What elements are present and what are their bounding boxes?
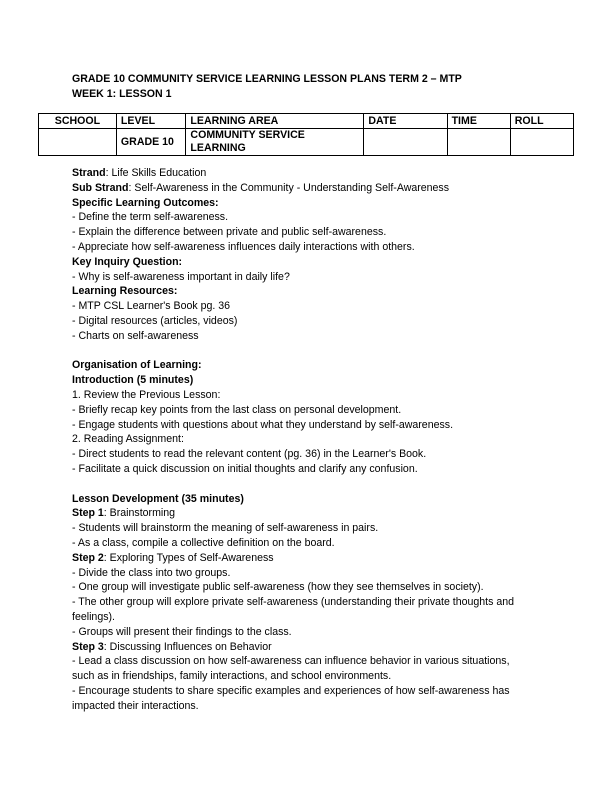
- list-item: 1. Review the Previous Lesson:: [72, 388, 221, 401]
- sub-strand-label: Sub Strand: [72, 181, 129, 194]
- table-cell: [364, 129, 447, 156]
- list-item: - Lead a class discussion on how self-awareness can influence behavior in various situations,: [72, 655, 510, 668]
- outcomes-heading: Specific Learning Outcomes:: [72, 196, 219, 209]
- inquiry-heading: Key Inquiry Question:: [72, 255, 183, 268]
- table-row: [39, 129, 574, 156]
- list-item: - Students will brainstorm the meaning of self-awareness in pairs.: [72, 522, 379, 535]
- spacer: [72, 344, 552, 359]
- table-header-cell: LEARNING AREA: [186, 114, 364, 129]
- list-item: - MTP CSL Learner's Book pg. 36: [72, 300, 231, 313]
- step-3-label: Step 3: [72, 640, 104, 653]
- list-item: - One group will investigate public self-awareness (how they see themselves in society).: [72, 581, 484, 594]
- list-item: impacted their interactions.: [72, 699, 199, 712]
- list-item: - Define the term self-awareness.: [72, 211, 229, 224]
- lesson-body: [72, 166, 552, 713]
- strand-label: Strand: [72, 167, 106, 179]
- step-3-title: : Discussing Influences on Behavior: [103, 640, 272, 653]
- list-item: - Engage students with questions about what they understand by self-awareness.: [72, 418, 454, 431]
- strand-line: [72, 166, 552, 181]
- table-header-row: [39, 114, 574, 129]
- table-cell: [510, 129, 573, 156]
- step-3-line: [72, 640, 552, 655]
- list-item: feelings).: [72, 610, 115, 623]
- table-header-cell: TIME: [447, 114, 510, 129]
- organisation-heading: Organisation of Learning:: [72, 359, 202, 372]
- table-header-cell: SCHOOL: [39, 114, 117, 129]
- list-item: - Explain the difference between private and public self-awareness.: [72, 226, 387, 239]
- strand-value: : Life Skills Education: [105, 167, 207, 179]
- list-item: - Encourage students to share specific examples and experiences of how self-awareness has: [72, 684, 510, 697]
- table-cell: COMMUNITY SERVICE LEARNING: [186, 129, 364, 156]
- table-header-cell: LEVEL: [116, 114, 186, 129]
- step-2-line: [72, 551, 552, 566]
- lesson-info-table: [38, 113, 574, 156]
- list-item: - Appreciate how self-awareness influences daily interactions with others.: [72, 240, 415, 253]
- list-item: - Digital resources (articles, videos): [72, 314, 238, 327]
- list-item: - Briefly recap key points from the last class on personal development.: [72, 403, 402, 416]
- list-item: such as in friendships, family interactions, and school environments.: [72, 670, 392, 683]
- list-item: 2. Reading Assignment:: [72, 433, 184, 446]
- title-line-1: GRADE 10 COMMUNITY SERVICE LEARNING LESSON PLANS TERM 2 – MTP: [72, 73, 462, 85]
- sub-strand-line: [72, 181, 552, 196]
- step-2-label: Step 2: [72, 551, 104, 564]
- list-item: - Groups will present their findings to the class.: [72, 625, 292, 638]
- list-item: - Divide the class into two groups.: [72, 566, 231, 579]
- table-cell: [447, 129, 510, 156]
- spacer: [72, 477, 552, 492]
- list-item: - Direct students to read the relevant content (pg. 36) in the Learner's Book.: [72, 448, 427, 461]
- table-cell: GRADE 10: [116, 129, 186, 156]
- list-item: - Charts on self-awareness: [72, 329, 199, 342]
- document-title: [72, 72, 462, 102]
- development-heading: Lesson Development (35 minutes): [72, 492, 244, 505]
- list-item: - Facilitate a quick discussion on initial thoughts and clarify any confusion.: [72, 462, 418, 475]
- resources-heading: Learning Resources:: [72, 285, 178, 298]
- list-item: - Why is self-awareness important in daily life?: [72, 270, 290, 283]
- step-1-title: : Brainstorming: [103, 507, 176, 520]
- table-header-cell: DATE: [364, 114, 447, 129]
- table-cell: [39, 129, 117, 156]
- step-2-title: : Exploring Types of Self-Awareness: [103, 551, 274, 564]
- table-header-cell: ROLL: [510, 114, 573, 129]
- title-line-2: WEEK 1: LESSON 1: [72, 88, 172, 100]
- introduction-heading: Introduction (5 minutes): [72, 374, 194, 387]
- list-item: - The other group will explore private self-awareness (understanding their private thoughts and: [72, 596, 515, 609]
- step-1-label: Step 1: [72, 507, 104, 520]
- list-item: - As a class, compile a collective definition on the board.: [72, 536, 335, 549]
- sub-strand-value: : Self-Awareness in the Community - Understanding Self-Awareness: [128, 181, 450, 194]
- step-1-line: [72, 506, 552, 521]
